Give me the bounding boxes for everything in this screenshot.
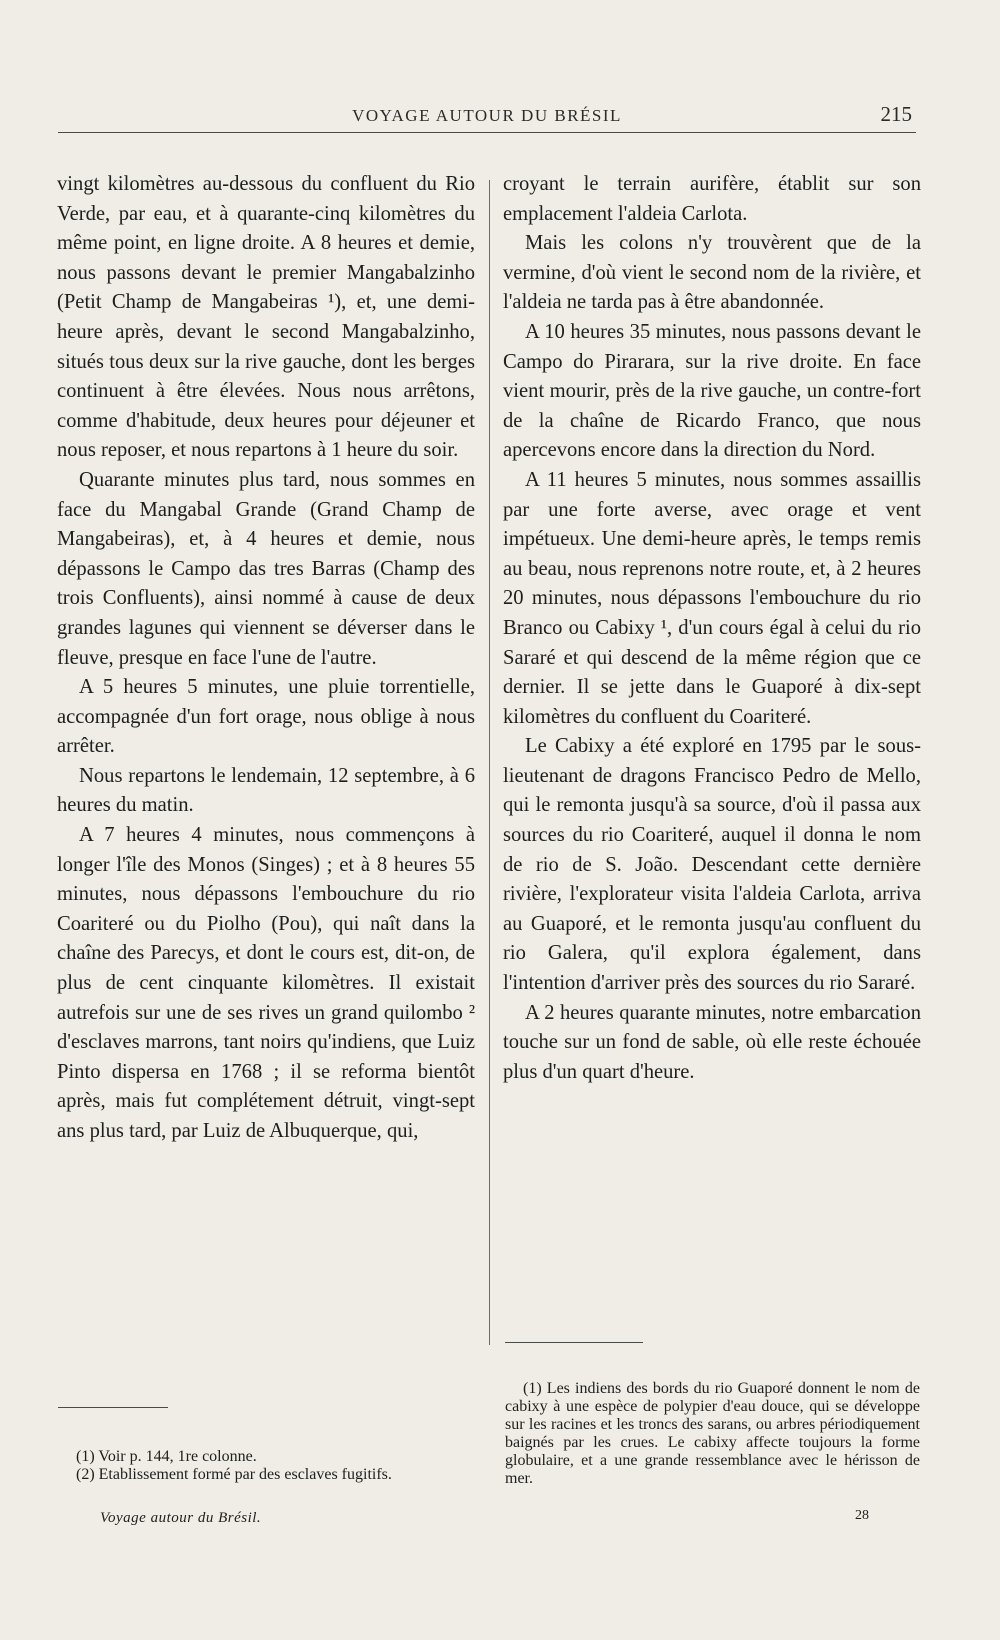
left-column [57,170,475,1147]
paragraph: Mais les colons n'y trouvèrent que de la vermine, d'où vient le second nom de la rivière, et l'aldeia ne tarda pas à être abandonnée. [503,232,921,314]
paragraph: Nous repartons le lendemain, 12 septembre, à 6 heures du matin. [57,764,475,817]
footnote-rule-right [505,1342,643,1343]
paragraph: A 7 heures 4 minutes, nous commençons à longer l'île des Monos (Singes) ; et à 8 heures 55 minutes, nous dépassons l'embouchure du rio Coariteré ou du Piolho (Pou), qui naît dans la chaîne des Parecys, et dont le cours est, dit-on, de plus de cent cinquante kilomètres. Il existait autrefois sur une de ses rives un grand quilombo ² d'esclaves marrons, tant noirs qu'indiens, que Luiz Pinto dispersa en 1768 ; il se reforma bientôt après, mais fut complétement détruit, vingt-sept ans plus tard, par Luiz de Albuquerque, qui, [57,824,475,1142]
paragraph: A 2 heures quarante minutes, notre embarcation touche sur un fond de sable, où elle reste échouée plus d'un quart d'heure. [503,1001,921,1083]
paragraph: croyant le terrain aurifère, établit sur son emplacement l'aldeia Carlota. [503,173,921,225]
paragraph: vingt kilomètres au-dessous du confluent du Rio Verde, par eau, et à quarante-cinq kilomètres du même point, en ligne droite. A 8 heures et demie, nous passons devant le premier Mangabalzinho (Petit Champ de Mangabeiras ¹), et, une demi-heure après, devant le second Mangabalzinho, situés tous deux sur la rive gauche, dont les berges continuent à être élevées. Nous nous arrêtons, comme d'habitude, deux heures pour déjeuner et nous reposer, et nous repartons à 1 heure du soir. [57,173,475,462]
footnote: (1) Voir p. 144, 1re colonne. [76,1448,257,1465]
footnote: (2) Etablissement formé par des esclaves fugitifs. [76,1466,392,1483]
signature-mark: 28 [855,1508,869,1523]
paragraph: A 10 heures 35 minutes, nous passons devant le Campo do Pirarara, sur la rive droite. En face vient mourir, près de la rive gauche, un contre-fort de la chaîne de Ricardo Franco, que nous apercevons encore dans la direction du Nord. [503,320,921,462]
column-divider [489,180,490,1345]
page-number: 215 [880,102,912,126]
footnotes-left [58,1448,473,1484]
footnote-rule-left [58,1407,168,1408]
paragraph: Quarante minutes plus tard, nous sommes en face du Mangabal Grande (Grand Champ de Mangabeiras), et, à 4 heures et demie, nous dépassons le Campo das tres Barras (Champ des trois Confluents), ainsi nommé à cause de deux grandes lagunes qui viennent se déverser dans le fleuve, presque en face l'une de l'autre. [57,468,475,669]
book-title-footer: Voyage autour du Brésil. [100,1510,262,1526]
right-column [503,170,921,1087]
footnotes-right [505,1380,920,1488]
running-header [58,102,916,133]
paragraph: Le Cabixy a été exploré en 1795 par le sous-lieutenant de dragons Francisco Pedro de Mello, qui le remonta jusqu'à sa source, d'où il passa aux sources du rio Coariteré, auquel il donna le nom de rio de S. João. Descendant cette dernière rivière, l'explorateur visita l'aldeia Carlota, arriva au Guaporé, et le remonta jusqu'au confluent du rio Galera, qu'il explora également, dans l'intention d'arriver près des sources du rio Sararé. [503,735,921,995]
paragraph: A 11 heures 5 minutes, nous sommes assaillis par une forte averse, avec orage et vent impétueux. Une demi-heure après, le temps remis au beau, nous reprenons notre route, et, à 2 heures 20 minutes, nous dépassons l'embouchure du rio Branco ou Cabixy ¹, d'un cours égal à celui du rio Sararé et qui descend de la même région que ce dernier. Il se jette dans le Guaporé à dix-sept kilomètres du confluent du Coariteré. [503,468,921,728]
footnote: (1) Les indiens des bords du rio Guaporé donnent le nom de cabixy à une espèce de polypier d'eau douce, qui se développe sur les racines et les troncs des sarans, ou arbres périodiquement baignés par les crues. Le cabixy affecte toujours la forme globulaire, et a une grande ressemblance avec le hérisson de mer. [505,1380,920,1487]
running-title: VOYAGE AUTOUR DU BRÉSIL [352,106,622,125]
paragraph: A 5 heures 5 minutes, une pluie torrentielle, accompagnée d'un fort orage, nous oblige à nous arrêter. [57,676,475,758]
